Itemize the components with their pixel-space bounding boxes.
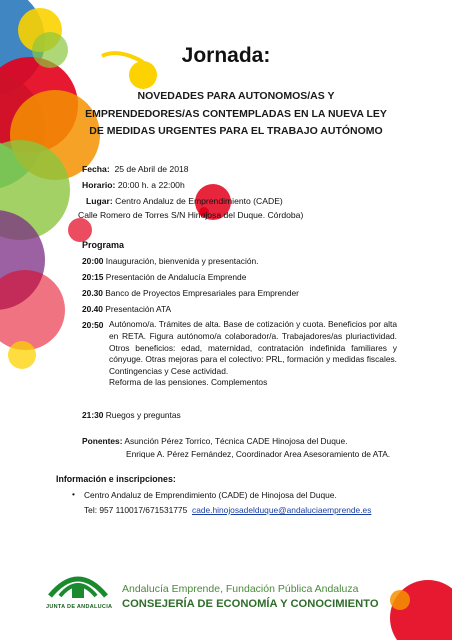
footer-foundation: Andalucía Emprende, Fundación Pública Andaluza xyxy=(122,583,359,595)
junta-de-andalucia-logo xyxy=(44,566,112,607)
contact-email-link[interactable]: cade.hinojosadelduque@andaluciaemprende.es xyxy=(192,505,372,515)
program-text: Presentación ATA xyxy=(105,304,172,314)
schedule-line xyxy=(82,180,185,190)
program-item xyxy=(82,288,299,298)
program-text: Reforma de las pensiones. Complementos xyxy=(109,377,268,387)
speakers-label: Ponentes: xyxy=(82,436,123,446)
location-label: Lugar: xyxy=(86,196,113,206)
speaker-2: Enrique A. Pérez Fernández, Coordinador Area Asesoramiento de ATA. xyxy=(126,449,391,459)
program-heading: Programa xyxy=(82,240,125,250)
location-value: Centro Andaluz de Emprendimiento (CADE) xyxy=(115,196,283,206)
program-time-label: 20:50 xyxy=(82,320,104,330)
program-time xyxy=(82,320,103,330)
speakers-line xyxy=(82,436,348,446)
program-time: 20:15 xyxy=(82,272,104,282)
program-text: Inauguración, bienvenida y presentación. xyxy=(105,256,259,266)
program-item xyxy=(82,410,181,420)
date-label: Fecha: xyxy=(82,164,110,174)
location-address: Calle Romero de Torres S/N Hinojosa del Duque. Córdoba) xyxy=(78,210,304,220)
schedule-label: Horario: xyxy=(82,180,116,190)
speaker-1: Asunción Pérez Torrico, Técnica CADE Hinojosa del Duque. xyxy=(124,436,348,446)
location-line xyxy=(86,196,283,206)
contact-phone: Tel: 957 110017/671531775 xyxy=(84,505,188,515)
program-item xyxy=(82,256,258,266)
subtitle-line: NOVEDADES PARA AUTONOMOS/AS Y xyxy=(137,90,335,102)
subtitle-line: EMPRENDEDORES/AS CONTEMPLADAS EN LA NUEVA LEY xyxy=(85,107,387,120)
program-time: 20.40 xyxy=(82,304,103,314)
date-value: 25 de Abril de 2018 xyxy=(114,164,189,174)
schedule-value: 20:00 h. a 22:00h xyxy=(117,180,185,190)
contact-heading: Información e inscripciones: xyxy=(56,474,176,484)
page-title: Jornada: xyxy=(181,44,271,67)
program-item xyxy=(82,304,171,314)
date-line xyxy=(82,164,189,174)
program-text: Autónomo/a. Trámites de alta. Base de cotización y cuota. Beneficios por alta en RETA. Figura autónomo/a colaborador/a. Trabajadores/as pluriactividad. Otros beneficios: edad, maternidad, contratación indefinida familiares y cónyuge. Otras mejoras para el colectivo: PRL, formación y medidas fiscales. Contingencias y Cese actividad. xyxy=(109,319,397,377)
junta-label: JUNTA DE ANDALUCIA xyxy=(46,604,113,610)
program-time: 21:30 xyxy=(82,410,104,420)
subtitle-line: DE MEDIDAS URGENTES PARA EL TRABAJO AUTÓNOMO xyxy=(89,125,383,137)
program-text: Ruegos y preguntas xyxy=(105,410,181,420)
junta-emblem-icon xyxy=(44,566,112,602)
contact-bullet: • xyxy=(72,489,75,499)
program-time: 20:00 xyxy=(82,256,104,266)
program-item xyxy=(82,272,246,282)
footer-ministry: CONSEJERÍA DE ECONOMÍA Y CONOCIMIENTO xyxy=(122,598,379,610)
contact-center: Centro Andaluz de Emprendimiento (CADE) de Hinojosa del Duque. xyxy=(84,490,337,500)
program-text: Presentación de Andalucía Emprende xyxy=(105,272,247,282)
program-time: 20.30 xyxy=(82,288,103,298)
event-subtitle xyxy=(66,88,406,141)
program-text: Banco de Proyectos Empresariales para Emprender xyxy=(105,288,299,298)
